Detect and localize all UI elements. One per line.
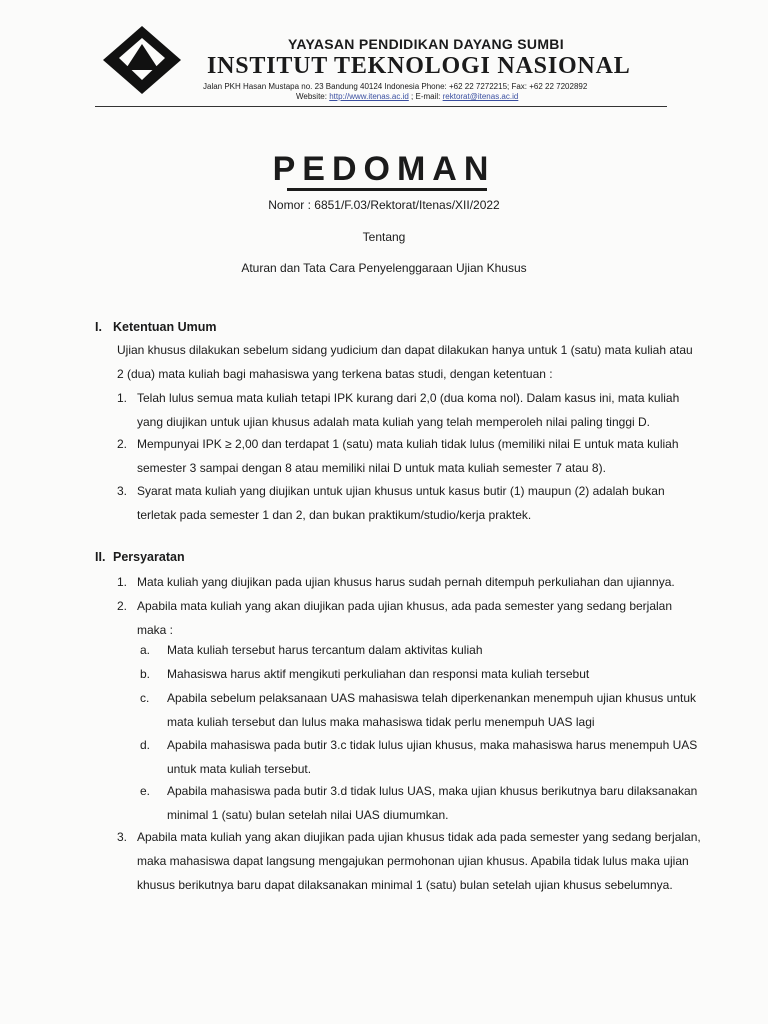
subitem-letter: d. xyxy=(140,738,151,752)
item-number: 3. xyxy=(117,484,128,498)
item-line: khusus berikutnya baru dapat dilaksanakan minimal 1 (satu) bulan setelah ujian khusus sebelumnya. xyxy=(137,878,673,892)
institute-name: INSTITUT TEKNOLOGI NASIONAL xyxy=(207,53,631,79)
section-number: II. xyxy=(95,550,106,564)
subitem-line: Apabila sebelum pelaksanaan UAS mahasiswa telah diperkenankan menempuh ujian khusus untuk xyxy=(167,691,696,705)
intro-line: 2 (dua) mata kuliah bagi mahasiswa yang terkena batas studi, dengan ketentuan : xyxy=(117,367,553,381)
item-line: semester 3 sampai dengan 8 atau memiliki nilai D untuk mata kuliah semester 7 atau 8). xyxy=(137,461,606,475)
item-line: Apabila mata kuliah yang akan diujikan pada ujian khusus tidak ada pada semester yang sedang berjalan, xyxy=(137,830,701,844)
foundation-name: YAYASAN PENDIDIKAN DAYANG SUMBI xyxy=(288,36,564,52)
item-line: Mata kuliah yang diujikan pada ujian khusus harus sudah pernah ditempuh perkuliahan dan ujiannya. xyxy=(137,575,675,589)
section-title: Persyaratan xyxy=(113,550,185,564)
section-title: Ketentuan Umum xyxy=(113,320,217,334)
item-number: 1. xyxy=(117,391,128,405)
intro-line: Ujian khusus dilakukan sebelum sidang yudicium dan dapat dilakukan hanya untuk 1 (satu) mata kuliah atau xyxy=(117,343,693,357)
website-label: Website: xyxy=(296,92,327,101)
subitem-line: minimal 1 (satu) bulan setelah nilai UAS diumumkan. xyxy=(167,808,449,822)
item-line: Mempunyai IPK ≥ 2,00 dan terdapat 1 (satu) mata kuliah tidak lulus (memiliki nilai E untuk mata kuliah xyxy=(137,437,679,451)
item-number: 3. xyxy=(117,830,128,844)
document-subject: Aturan dan Tata Cara Penyelenggaraan Ujian Khusus xyxy=(241,261,527,275)
address-line: Jalan PKH Hasan Mustapa no. 23 Bandung 40124 Indonesia Phone: +62 22 7272215; Fax: +62 22 7202892 xyxy=(203,82,588,91)
subitem-line: Mata kuliah tersebut harus tercantum dalam aktivitas kuliah xyxy=(167,643,483,657)
header-divider xyxy=(95,106,667,107)
institute-logo-icon xyxy=(101,24,183,96)
subitem-letter: a. xyxy=(140,643,151,657)
subitem-line: Apabila mahasiswa pada butir 3.c tidak lulus ujian khusus, maka mahasiswa harus menempuh UAS xyxy=(167,738,698,752)
subitem-line: untuk mata kuliah tersebut. xyxy=(167,762,312,776)
document-title: PEDOMAN xyxy=(272,150,496,188)
section-number: I. xyxy=(95,320,102,334)
contact-line xyxy=(296,92,518,101)
section-heading xyxy=(95,320,216,334)
section-heading xyxy=(95,550,185,564)
tentang-label: Tentang xyxy=(362,230,406,244)
item-line: maka : xyxy=(137,623,174,637)
subitem-line: mata kuliah tersebut dan lulus maka mahasiswa tidak perlu menempuh UAS lagi xyxy=(167,715,595,729)
subitem-line: Mahasiswa harus aktif mengikuti perkuliahan dan responsi mata kuliah tersebut xyxy=(167,667,590,681)
item-line: Apabila mata kuliah yang akan diujikan pada ujian khusus, ada pada semester yang sedang berjalan xyxy=(137,599,673,613)
item-line: Syarat mata kuliah yang diujikan untuk ujian khusus untuk kasus butir (1) maupun (2) adalah bukan xyxy=(137,484,665,498)
subitem-letter: c. xyxy=(140,691,150,705)
title-underline xyxy=(287,188,487,191)
section-intro xyxy=(117,338,693,386)
document-number: Nomor : 6851/F.03/Rektorat/Itenas/XII/2022 xyxy=(268,198,500,212)
item-number: 1. xyxy=(117,575,128,589)
item-line: Telah lulus semua mata kuliah tetapi IPK kurang dari 2,0 (dua koma nol). Dalam kasus ini, mata kuliah xyxy=(137,391,680,405)
item-line: maka mahasiswa dapat langsung mengajukan permohonan ujian khusus. Apabila tidak lulus maka ujian xyxy=(137,854,689,868)
subitem-letter: e. xyxy=(140,784,151,798)
item-number: 2. xyxy=(117,437,128,451)
subitem-letter: b. xyxy=(140,667,151,681)
subitem-line: Apabila mahasiswa pada butir 3.d tidak lulus UAS, maka ujian khusus berikutnya baru dilaksanakan xyxy=(167,784,698,798)
item-line: terletak pada semester 1 dan 2, dan bukan praktikum/studio/kerja praktek. xyxy=(137,508,532,522)
item-line: yang diujikan untuk ujian khusus adalah mata kuliah yang telah memperoleh nilai paling tinggi D. xyxy=(137,415,650,429)
email-label: ; E-mail: xyxy=(408,92,441,101)
email-link[interactable]: rektorat@itenas.ac.id xyxy=(442,92,519,101)
website-link[interactable]: http://www.itenas.ac.id xyxy=(329,92,409,101)
item-number: 2. xyxy=(117,599,128,613)
